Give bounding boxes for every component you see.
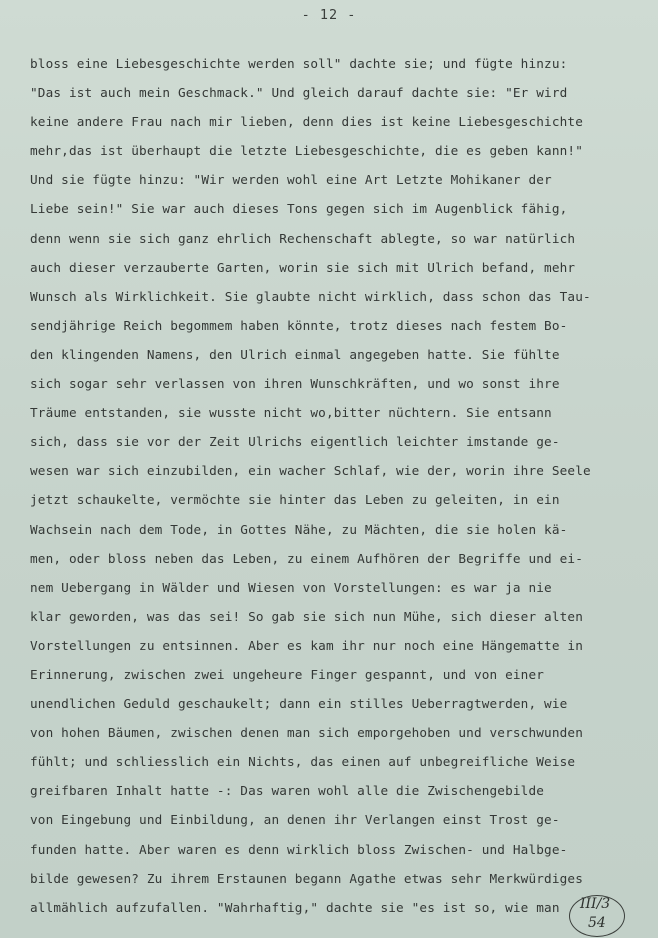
text-line: fühlt; und schliesslich ein Nichts, das einen auf unbegreifliche Weise	[30, 754, 576, 770]
text-line: Erinnerung, zwischen zwei ungeheure Finger gespannt, und von einer	[30, 666, 545, 682]
text-line: sich sogar sehr verlassen von ihren Wunschkräften, und wo sonst ihre	[30, 376, 560, 392]
text-line: keine andere Frau nach mir lieben, denn dies ist keine Liebesgeschichte	[30, 114, 583, 130]
text-line: Vorstellungen zu entsinnen. Aber es kam ihr nur noch eine Hängematte in	[30, 637, 583, 653]
text-line: greifbaren Inhalt hatte -: Das waren wohl alle die Zwischengebilde	[30, 783, 545, 799]
text-line: Wachsein nach dem Tode, in Gottes Nähe, zu Mächten, die sie holen kä-	[30, 521, 568, 537]
text-line: allmählich aufzufallen. "Wahrhaftig," dachte sie "es ist so, wie man	[30, 899, 560, 915]
archive-stamp	[569, 895, 625, 937]
text-line: bloss eine Liebesgeschichte werden soll" dachte sie; und fügte hinzu:	[30, 56, 568, 71]
stamp-folio: 54	[588, 915, 606, 931]
text-line: Und sie fügte hinzu: "Wir werden wohl eine Art Letzte Mohikaner der	[30, 172, 552, 188]
text-line: mehr,das ist überhaupt die letzte Liebesgeschichte, die es geben kann!"	[30, 143, 583, 159]
text-line: denn wenn sie sich ganz ehrlich Rechenschaft ablegte, so war natürlich	[30, 230, 576, 246]
text-line: Träume entstanden, sie wusste nicht wo,bitter nüchtern. Sie entsann	[30, 405, 552, 421]
text-line: auch dieser verzauberte Garten, worin sie sich mit Ulrich befand, mehr	[30, 259, 576, 275]
text-line: sich, dass sie vor der Zeit Ulrichs eigentlich leichter imstande ge-	[30, 434, 560, 450]
page-number: - 12 -	[301, 7, 357, 23]
typed-text-body	[30, 49, 650, 922]
text-line: Liebe sein!" Sie war auch dieses Tons gegen sich im Augenblick fähig,	[30, 201, 568, 217]
text-line: klar geworden, was das sei! So gab sie sich nun Mühe, sich dieser alten	[30, 608, 583, 624]
text-line: sendjährige Reich begommem haben könnte, trotz dieses nach festem Bo-	[30, 317, 568, 333]
text-line: jetzt schaukelte, vermöchte sie hinter das Leben zu geleiten, in ein	[30, 492, 560, 508]
text-line: bilde gewesen? Zu ihrem Erstaunen begann Agathe etwas sehr Merkwürdiges	[30, 870, 583, 886]
text-line: von Eingebung und Einbildung, an denen ihr Verlangen einst Trost ge-	[30, 812, 560, 828]
text-line: Wunsch als Wirklichkeit. Sie glaubte nicht wirklich, dass schon das Tau-	[30, 288, 591, 304]
text-line: von hohen Bäumen, zwischen denen man sich emporgehoben und verschwunden	[30, 725, 583, 741]
text-line: funden hatte. Aber waren es denn wirklich bloss Zwischen- und Halbge-	[30, 841, 568, 857]
text-line: unendlichen Geduld geschaukelt; dann ein stilles Ueberragtwerden, wie	[30, 696, 568, 712]
text-line: men, oder bloss neben das Leben, zu einem Aufhören der Begriffe und ei-	[30, 550, 583, 566]
text-line: den klingenden Namens, den Ulrich einmal angegeben hatte. Sie fühlte	[30, 346, 560, 362]
stamp-volume: III/3	[580, 896, 611, 912]
text-line: wesen war sich einzubilden, ein wacher Schlaf, wie der, worin ihre Seele	[30, 463, 591, 479]
text-line: nem Uebergang in Wälder und Wiesen von Vorstellungen: es war ja nie	[30, 579, 552, 595]
text-line: "Das ist auch mein Geschmack." Und gleich darauf dachte sie: "Er wird	[30, 85, 568, 101]
